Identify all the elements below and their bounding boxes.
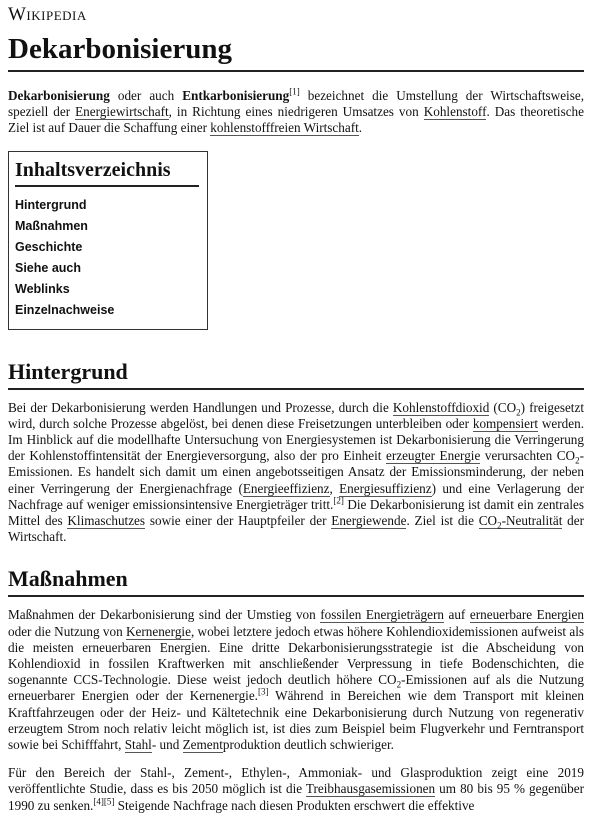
- link-energieeffizienz[interactable]: Energieeffizienz: [242, 480, 330, 496]
- link-kohlenstofffreie-wirtschaft[interactable]: kohlenstofffreien Wirtschaft: [210, 120, 359, 136]
- link-energiewirtschaft[interactable]: Energiewirtschaft: [75, 104, 169, 120]
- link-energiewende[interactable]: Energiewende: [331, 513, 407, 529]
- term-entkarbonisierung: Entkarbonisierung: [182, 88, 290, 103]
- text: (CO: [489, 399, 517, 415]
- link-kohlenstoff[interactable]: Kohlenstoff: [423, 104, 487, 120]
- text: der Wirtschaft.: [8, 513, 584, 545]
- link-fossile-energietraeger[interactable]: fossilen Energieträgern: [320, 607, 444, 623]
- text: -Neutralität: [501, 513, 563, 529]
- lead-paragraph: [8, 88, 584, 137]
- text: oder die Nutzung von: [8, 623, 126, 639]
- footnote-ref-4-5[interactable]: [4][5]: [93, 796, 115, 807]
- text: um 80 bis 95 % gegenüber 1990 zu senken.: [8, 781, 584, 813]
- link-zement[interactable]: Zement: [182, 737, 223, 753]
- text: -Emissionen auf als die Nutzung erneuerbarer Energien oder der Kernenergie.: [8, 672, 584, 704]
- toc-item-einzelnachweise[interactable]: Einzelnachweise: [15, 302, 115, 317]
- text: Während in Bereichen wie dem Transport mit kleinen Kraftfahrzeugen oder der Heiz- und Kältetechnik eine Dekarbonisierung durch Nutzung von regenerativ erzeugtem Strom noch relativ leicht möglich ist, ist dies zum Beispiel beim Flugverkehr und Ferntransport sowie bei Schifffahrt,: [8, 688, 585, 753]
- text: ) und eine Verlagerung der Nachfrage auf weniger emissionsintensive Energieträger tritt.: [8, 480, 585, 512]
- text: Für den Bereich der Stahl-, Zement-, Ethylen-, Ammoniak- und Glasproduktion zeigt eine 2019 veröffentlichte Studie, dass es bis 2050 möglich ist die: [8, 765, 584, 797]
- footnote-ref-2[interactable]: [2]: [333, 495, 344, 506]
- text: - und: [151, 737, 183, 753]
- text: CO: [478, 513, 498, 529]
- text: -Emissionen. Es handelt sich damit um einen angebotsseitigen Ansatz der Emissionsminderung, der neben einer Verringerung der Energienachfrage (: [8, 448, 584, 496]
- subscript: 2: [497, 520, 502, 531]
- text: . Ziel ist die: [406, 513, 479, 529]
- text: werden. Im Hinblick auf die modellhafte Untersuchung von Energiesystemen ist Dekarbonisierung die Verringerung der Kohlenstoffintensität der Energieversorgung, also der pro Einheit: [8, 415, 584, 464]
- text: sowie einer der Hauptpfeiler der: [145, 513, 332, 529]
- subscript: 2: [396, 679, 402, 690]
- toc-item-weblinks[interactable]: Weblinks: [15, 281, 70, 296]
- toc-title: Inhaltsverzeichnis: [15, 158, 199, 187]
- text: oder auch: [109, 88, 183, 103]
- term-dekarbonisierung: Dekarbonisierung: [8, 88, 110, 103]
- text: ) freigesetzt wird, durch solche Prozesse abgelöst, bei denen diese Freisetzungen unterbleiben oder: [8, 399, 584, 431]
- text: . Das theoretische Ziel ist auf Dauer die Schaffung einer: [8, 104, 584, 136]
- text: Bei der Dekarbonisierung werden Handlungen und Prozesse, durch die: [8, 399, 393, 415]
- link-kompensiert[interactable]: kompensiert: [472, 415, 539, 431]
- text: Die Dekarbonisierung ist damit ein zentrales Mittel des: [8, 496, 584, 529]
- hintergrund-paragraph: [8, 400, 584, 546]
- link-treibhausgasemissionen[interactable]: Treibhausgasemissionen: [305, 781, 436, 797]
- link-energiesuffizienz[interactable]: Energiesuffizienz: [339, 480, 432, 496]
- article-page: [8, 0, 584, 814]
- subscript: 2: [516, 407, 521, 418]
- link-stahl[interactable]: Stahl: [124, 737, 152, 753]
- footnote-ref-3[interactable]: [3]: [257, 687, 269, 698]
- toc-item-siehe-auch[interactable]: Siehe auch: [15, 260, 81, 275]
- section-heading-massnahmen: Maßnahmen: [8, 565, 584, 597]
- text: , in Richtung eines niedrigeren Umsatzes von: [168, 104, 424, 120]
- link-klimaschutz[interactable]: Klimaschutzes: [67, 513, 146, 529]
- subscript: 2: [575, 455, 580, 466]
- page-title: Dekarbonisierung: [8, 32, 584, 72]
- text: Maßnahmen der Dekarbonisierung sind der Umstieg von: [8, 607, 321, 623]
- text: , wobei letztere jedoch etwas höhere Kohlendioxidemissionen aufweist als die meisten erneuerbaren Energien. Eine dritte Dekarbonisierungsstrategie ist die Abscheidung von Kohlendioxid in fossilen Kraftwerken mit anschließender Verpressung in tiefe Bodenschichten, die sogenannte CCS-Technologie. Diese weist jedoch deutlich höhere CO: [8, 623, 584, 688]
- massnahmen-paragraph-2: [8, 765, 584, 814]
- text: ,: [329, 480, 340, 496]
- text: Steigende Nachfrage nach diesen Produkten erschwert die effektive: [114, 797, 475, 813]
- link-kernenergie[interactable]: Kernenergie: [126, 623, 191, 639]
- toc-item-geschichte[interactable]: Geschichte: [15, 239, 83, 254]
- wikipedia-wordmark[interactable]: Wikipedia: [8, 4, 87, 25]
- text: .: [358, 120, 363, 136]
- text: bezeichnet die Umstellung der Wirtschaftsweise, speziell der: [8, 88, 584, 120]
- link-erneuerbare-energien[interactable]: erneuerbare Energien: [469, 607, 584, 623]
- text: auf: [443, 607, 470, 623]
- toc-item-massnahmen[interactable]: Maßnahmen: [15, 218, 88, 233]
- link-erzeugter-energie[interactable]: erzeugter Energie: [385, 448, 481, 464]
- text: verursachten CO: [480, 448, 576, 464]
- massnahmen-paragraph-1: [8, 607, 584, 753]
- link-kohlenstoffdioxid[interactable]: Kohlenstoffdioxid: [392, 399, 490, 415]
- toc-item-hintergrund[interactable]: Hintergrund: [15, 197, 87, 212]
- footnote-ref-1[interactable]: [1]: [289, 86, 300, 97]
- link-co2-neutralitaet[interactable]: [479, 513, 563, 529]
- text: produktion deutlich schwieriger.: [222, 737, 394, 753]
- section-heading-hintergrund: Hintergrund: [8, 358, 584, 390]
- table-of-contents: [8, 151, 208, 330]
